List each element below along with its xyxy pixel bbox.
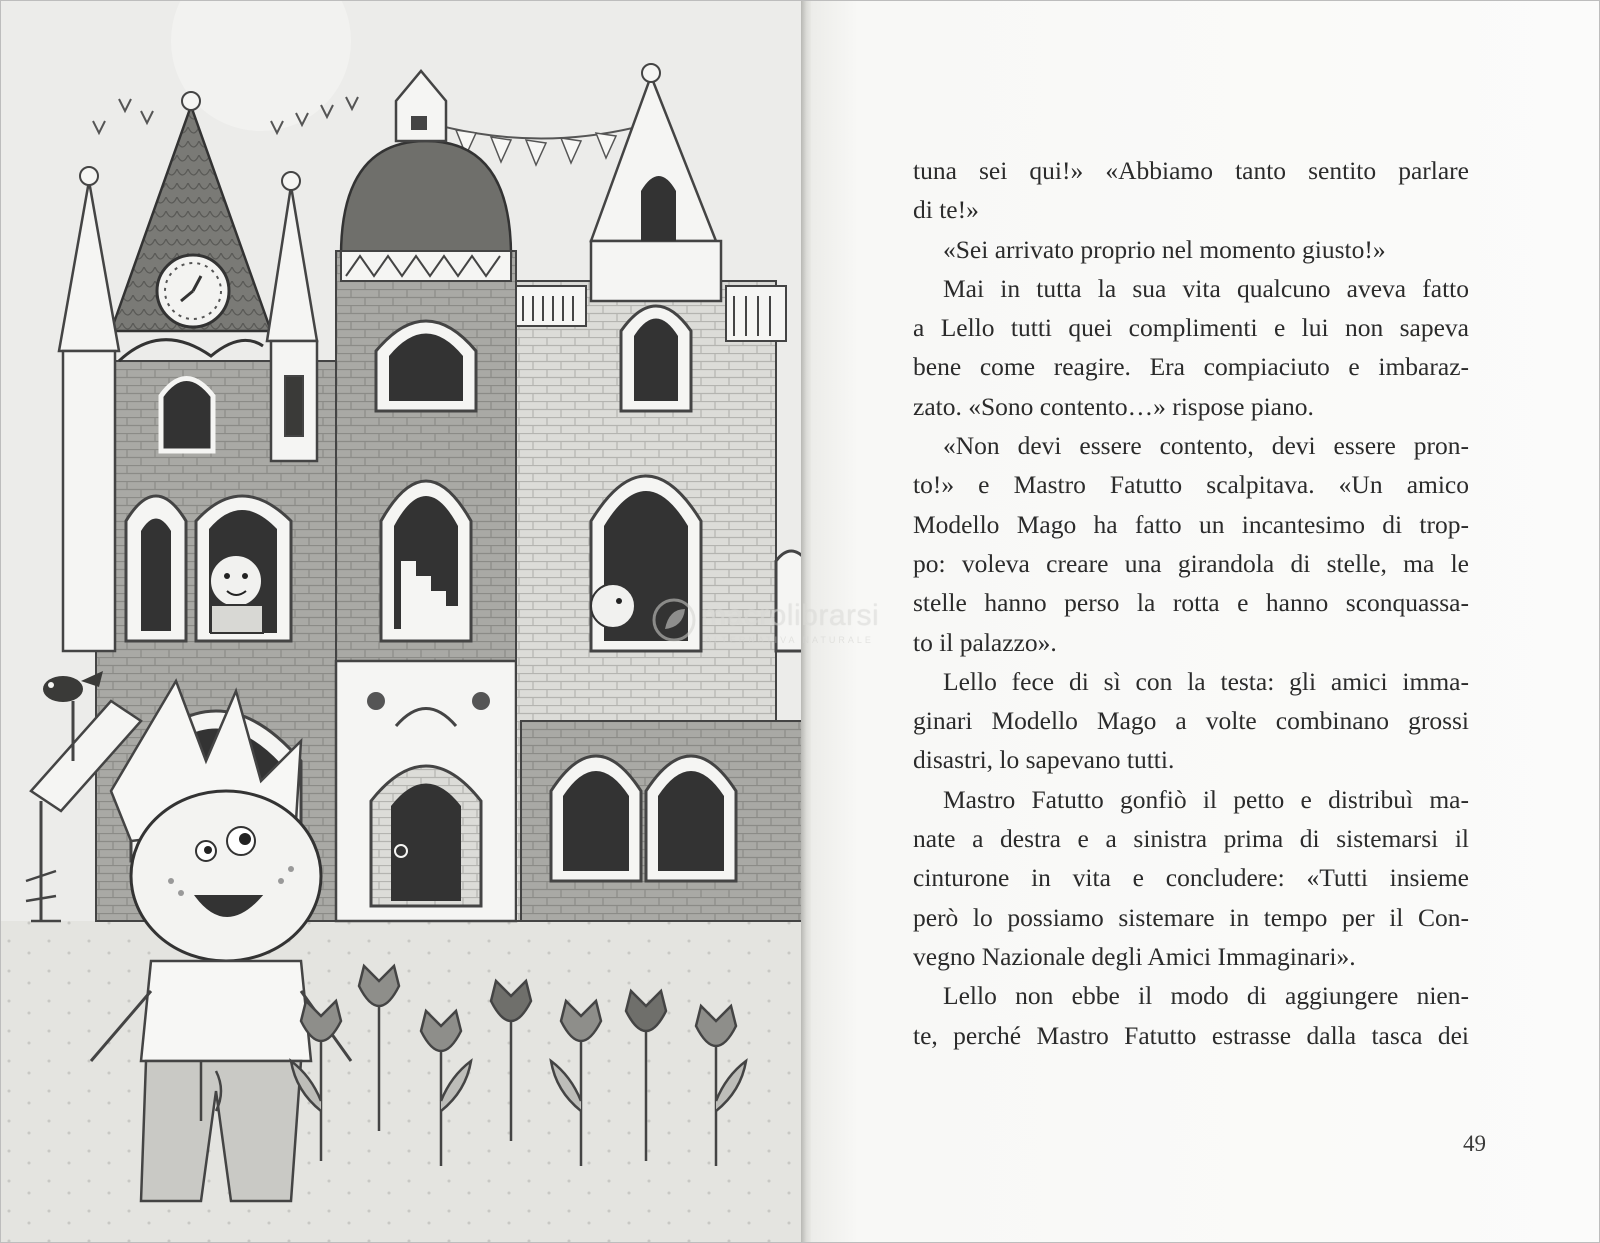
leaf-icon: [651, 597, 697, 643]
watermark-text: macrolibrarsi: [701, 599, 880, 632]
text-line: a Lello tutti quei complimenti e lui non sapeva: [913, 313, 1469, 343]
text-line: te, perché Mastro Fatutto estrasse dalla tasca dei: [913, 1020, 1469, 1050]
page-number: 49: [1463, 1131, 1486, 1156]
text-line: Lello fece di sì con la testa: gli amici imma-: [943, 666, 1469, 696]
text-line: Mai in tutta la sua vita qualcuno aveva fatto: [943, 273, 1469, 303]
text-line: Modello Mago ha fatto un incantesimo di trop-: [913, 509, 1469, 539]
text-line: bene come reagire. Era compiaciuto e imbaraz-: [913, 352, 1469, 382]
text-line: Lello non ebbe il modo di aggiungere nien-: [943, 981, 1469, 1011]
text-line: cinturone in vita e concludere: «Tutti insieme: [913, 863, 1469, 893]
text-line: to!» e Mastro Fatutto scalpitava. «Un amico: [913, 470, 1469, 500]
text-line: nate a destra e a sinistra prima di sistemarsi il: [913, 824, 1469, 854]
watermark-subtext: ALTERNATIVA NATURALE: [705, 635, 874, 645]
text-line: tuna sei qui!» «Abbiamo tanto sentito parlare: [913, 156, 1469, 185]
text-line: però lo possiamo sistemare in tempo per il Con-: [913, 902, 1469, 932]
body-text: [913, 151, 1469, 1055]
text-line: vegno Nazionale degli Amici Immaginari».: [913, 941, 1356, 971]
text-line: po: voleva creare una girandola di stelle, ma le: [913, 548, 1469, 578]
text-line: zato. «Sono contento…» rispose piano.: [913, 391, 1314, 421]
right-page: [811, 1, 1599, 1242]
text-line: ginari Modello Mago a volte combinano grossi: [913, 706, 1469, 736]
text-line: «Non devi essere contento, devi essere pron-: [943, 431, 1469, 461]
watermark-logo: [651, 593, 921, 653]
text-line: stelle hanno perso la rotta e hanno sconquassa-: [913, 588, 1469, 618]
text-line: di te!»: [913, 195, 979, 225]
text-line: to il palazzo».: [913, 627, 1057, 657]
text-line: «Sei arrivato proprio nel momento giusto!»: [943, 234, 1386, 264]
text-line: disastri, lo sapevano tutti.: [913, 745, 1175, 775]
text-line: Mastro Fatutto gonfiò il petto e distribuì ma-: [943, 784, 1469, 814]
